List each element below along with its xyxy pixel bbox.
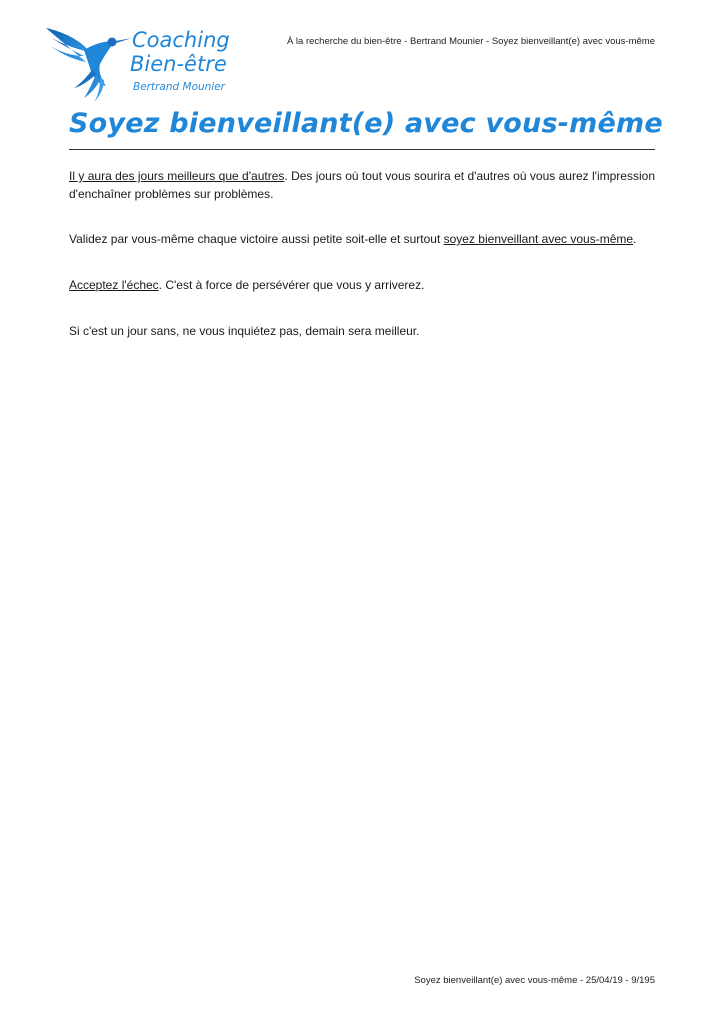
paragraph-2-end: . xyxy=(633,232,637,246)
paragraph-4: Si c'est un jour sans, ne vous inquiétez pas, demain sera meilleur. xyxy=(69,324,420,338)
paragraph-3-link[interactable]: Acceptez l'échec xyxy=(69,278,159,292)
running-header: À la recherche du bien-être - Bertrand Mounier - Soyez bienveillant(e) avec vous-même xyxy=(286,36,655,47)
page-footer: Soyez bienveillant(e) avec vous-même - 25/04/19 - 9/195 xyxy=(414,975,655,986)
logo-subtitle: Bertrand Mounier xyxy=(133,81,225,93)
paragraph-3-text: . C'est à force de persévérer que vous y arriverez. xyxy=(158,278,425,292)
hummingbird-icon xyxy=(44,26,134,102)
logo-title-line1: Coaching xyxy=(132,28,230,52)
coaching-logo[interactable] xyxy=(44,26,244,102)
paragraph-1-link[interactable]: Il y aura des jours meilleurs que d'autres xyxy=(69,169,285,183)
page-title: Soyez bienveillant(e) avec vous-même xyxy=(69,108,663,139)
logo-title-line2: Bien-être xyxy=(130,52,227,76)
paragraph-1 xyxy=(69,167,655,203)
paragraph-2 xyxy=(69,230,655,248)
paragraph-2-link[interactable]: soyez bienveillant avec vous-même xyxy=(443,232,634,246)
title-divider xyxy=(69,149,655,150)
paragraph-2-text: Validez par vous-même chaque victoire aussi petite soit-elle et surtout xyxy=(69,232,444,246)
paragraph-3 xyxy=(69,276,655,294)
paragraph-1-text: . Des jours où tout vous sourira et d'autres où vous aurez l'impression d'enchaîner problèmes sur problèmes. xyxy=(69,169,655,201)
